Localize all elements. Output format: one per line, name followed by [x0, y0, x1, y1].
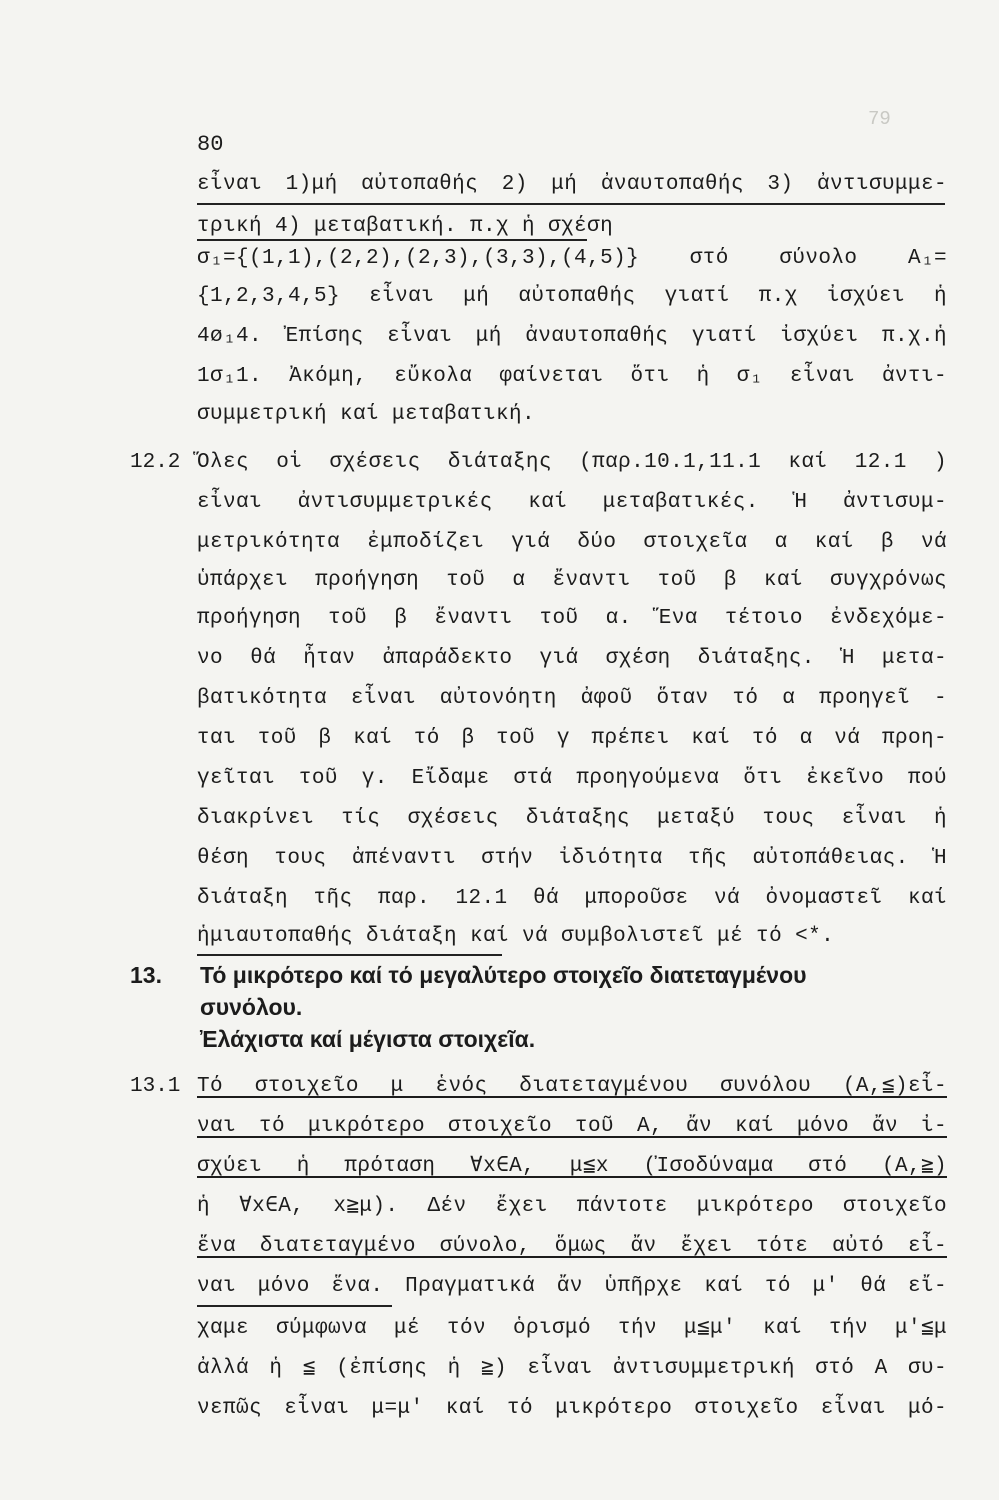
text-line: 1σ₁1. Ἀκόμη, εὔκολα φαίνεται ὅτι ἡ σ₁ εἶναι ἀντι-	[197, 365, 947, 388]
section-subtitle: Ἐλάχιστα καί μέγιστα στοιχεῖα.	[200, 1026, 536, 1052]
text-line: γεῖται τοῦ γ. Εἴδαμε στά προηγούμενα ὅτι ἐκεῖνο πού	[197, 767, 947, 790]
text-line: διακρίνει τίς σχέσεις διάταξης μεταξύ τους εἶναι ἡ	[197, 807, 947, 830]
text-line: ὑπάρχει προήγηση τοῦ α ἔναντι τοῦ β καί συγχρόνως	[197, 569, 947, 592]
text-line: ται τοῦ β καί τό β τοῦ γ πρέπει καί τό α νά προη-	[197, 727, 947, 750]
text-line: μετρικότητα ἐμποδίζει γιά δύο στοιχεῖα α καί β νά	[197, 531, 947, 554]
text-line: ἕνα διατεταγμένο σύνολο, ὅμως ἄν ἔχει τότε αὐτό εἶ-	[197, 1235, 947, 1258]
underline-rule	[197, 239, 587, 241]
paragraph-number: 12.2	[130, 451, 181, 474]
text-line: Ὅλες οἱ σχέσεις διάταξης (παρ.10.1,11.1 καί 12.1 )	[197, 451, 947, 474]
text-line: νο θά ἦταν ἀπαράδεκτο γιά σχέση διάταξης. Ἡ μετα-	[197, 647, 947, 670]
underline-rule	[197, 954, 502, 956]
text-line: διάταξη τῆς παρ. 12.1 θά μποροῦσε νά ὀνομαστεῖ καί	[197, 887, 947, 910]
text-line: εἶναι 1)μή αὐτοπαθής 2) μή ἀναυτοπαθής 3) ἀντισυμμε-	[197, 173, 947, 196]
text-line: θέση τους ἀπέναντι στήν ἰδιότητα τῆς αὐτοπάθειας. Ἡ	[197, 847, 947, 870]
text-line: Τό στοιχεῖο μ ἑνός διατεταγμένου συνόλου (A,≦)εἶ-	[197, 1075, 947, 1098]
paragraph-number: 13.1	[130, 1075, 181, 1098]
text-line: ἡ ∀x∈A, x≧μ). Δέν ἔχει πάντοτε μικρότερο στοιχεῖο	[197, 1195, 947, 1218]
text-line: σ₁={(1,1),(2,2),(2,3),(3,3),(4,5)} στό σύνολο A₁=	[197, 247, 947, 270]
bleed-through-mark: 79	[868, 108, 891, 130]
text-line: εἶναι ἀντισυμμετρικές καί μεταβατικές. Ἡ ἀντισυμ-	[197, 491, 947, 514]
text-line: χαμε σύμφωνα μέ τόν ὁρισμό τήν μ≦μ' καί τήν μ'≦μ	[197, 1317, 947, 1340]
text-line: ἡμιαυτοπαθής διάταξη καί νά συμβολιστεῖ μέ τό <*.	[197, 925, 835, 948]
section-number: 13.	[130, 962, 162, 988]
text-line: προήγηση τοῦ β ἔναντι τοῦ α. Ἕνα τέτοιο ἐνδεχόμε-	[197, 607, 947, 630]
text-line: {1,2,3,4,5} εἶναι μή αὐτοπαθής γιατί π.χ ἰσχύει ἡ	[197, 285, 947, 308]
text-line: ἀλλά ἡ ≦ (ἐπίσης ἡ ≧) εἶναι ἀντισυμμετρική στό A συ-	[197, 1357, 947, 1380]
text-line: ναι μόνο ἕνα. Πραγματικά ἄν ὑπῆρχε καί τό μ' θά εἴ-	[197, 1275, 947, 1298]
text-line: 4ø₁4. Ἐπίσης εἶναι μή ἀναυτοπαθής γιατί ἰσχύει π.χ.ἡ	[197, 325, 947, 348]
section-title: συνόλου.	[200, 994, 303, 1020]
text-line: βατικότητα εἶναι αὐτονόητη ἀφοῦ ὅταν τό α προηγεῖ -	[197, 687, 947, 710]
text-line: τρική 4) μεταβατική. π.χ ἡ σχέση	[197, 215, 614, 238]
text-line: σχύει ἡ πρόταση ∀x∈A, μ≦x (Ἰσοδύναμα στό (A,≧)	[197, 1155, 947, 1178]
section-title: Τό μικρότερο καί τό μεγαλύτερο στοιχεῖο διατεταγμένου	[200, 962, 807, 988]
text-line: συμμετρική καί μεταβατική.	[197, 403, 536, 426]
text-line: νεπῶς εἶναι μ=μ' καί τό μικρότερο στοιχεῖο εἶναι μό-	[197, 1397, 947, 1420]
text-line: ναι τό μικρότερο στοιχεῖο τοῦ A, ἄν καί μόνο ἄν ἰ-	[197, 1115, 947, 1138]
page-number: 80	[197, 132, 224, 157]
underline-rule	[197, 1305, 392, 1307]
underline-rule	[197, 203, 945, 205]
